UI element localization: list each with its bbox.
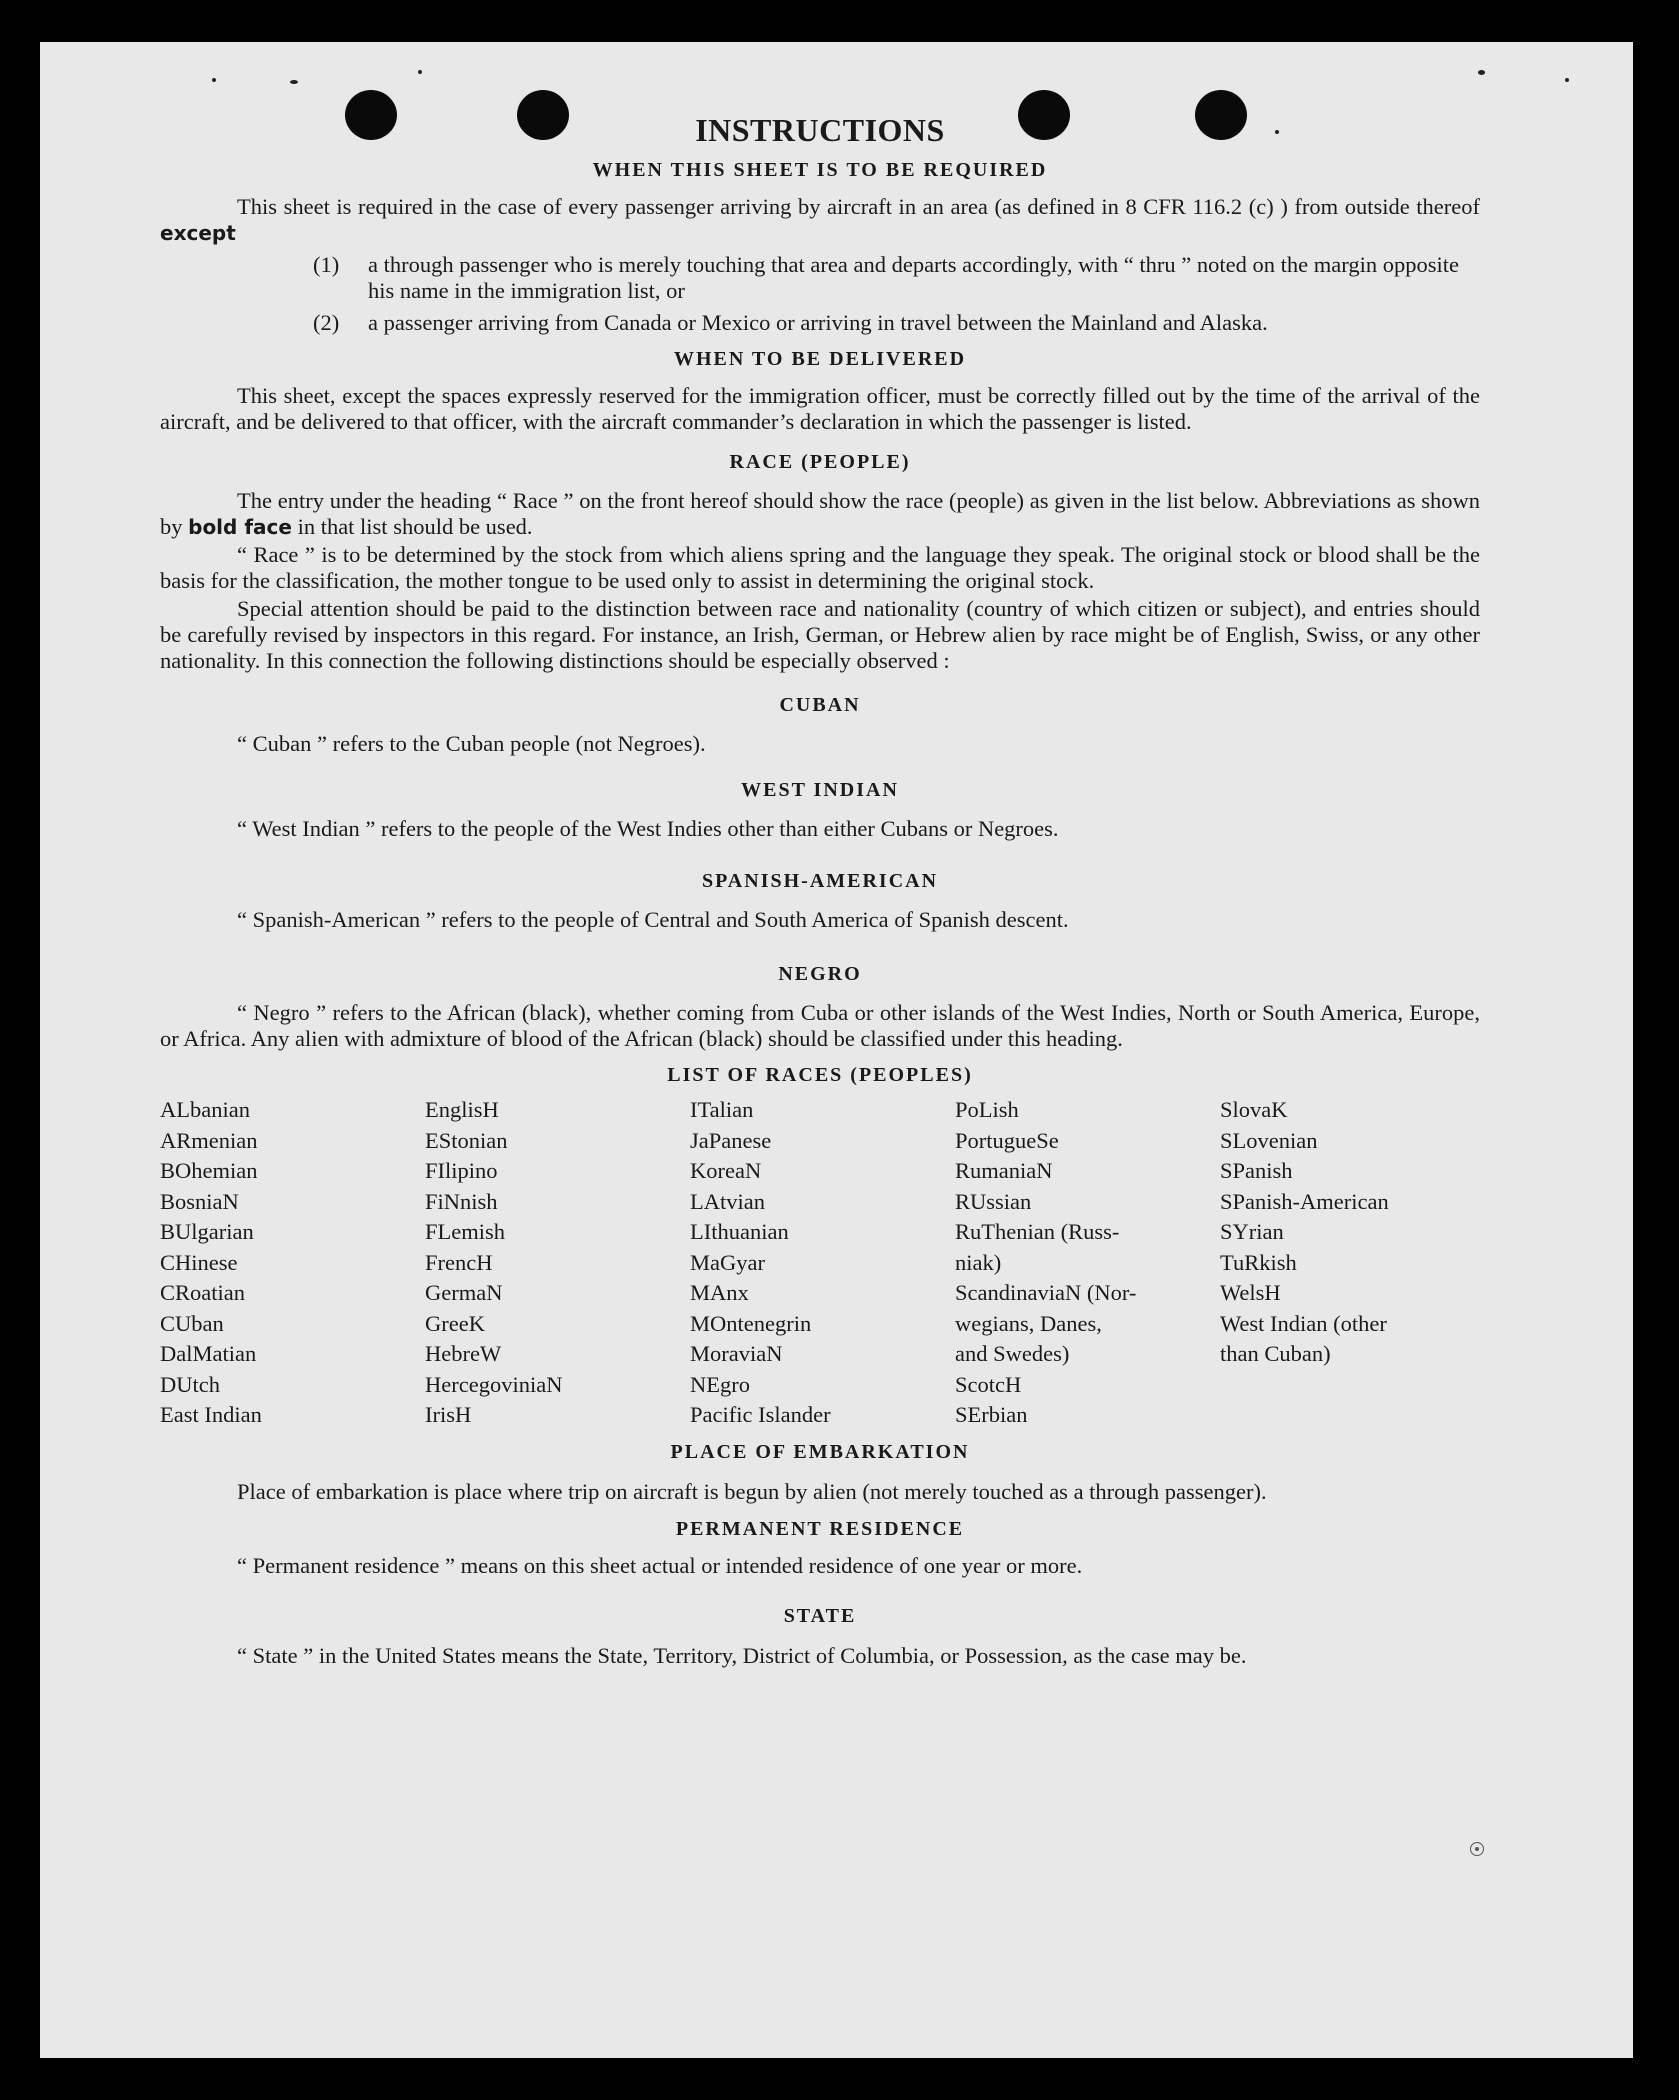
race-entry: DUtch bbox=[160, 1371, 220, 1397]
negro-text: “ Negro ” refers to the African (black), whether coming from Cuba or other islands of the West Indies, North or South America, Europe, or Africa. Any alien with admixture of blood of the African (black) should be classified under this heading. bbox=[160, 1000, 1480, 1051]
speck bbox=[1565, 78, 1569, 82]
item-text: a passenger arriving from Canada or Mexico or arriving in travel between the Mainland and Alaska. bbox=[368, 310, 1268, 335]
cuban-text: “ Cuban ” refers to the Cuban people (not Negroes). bbox=[237, 731, 706, 756]
instructions-content bbox=[160, 112, 1480, 1672]
race-entry: JaPanese bbox=[690, 1127, 772, 1153]
section-heading-west-indian: WEST INDIAN bbox=[741, 779, 899, 801]
race-paragraph-3: Special attention should be paid to the distinction between race and nationality (country of which citizen or subject), and entries should be carefully revised by inspectors in this regard. For instance, an Irish, German, or Hebrew alien by race might be of English, Swiss, or any other nationality. In this connection the following distinctions should be especially observed : bbox=[160, 596, 1480, 673]
race-entry: NEgro bbox=[690, 1371, 750, 1397]
speck bbox=[290, 80, 298, 84]
race-column bbox=[425, 1095, 690, 1431]
state-text: “ State ” in the United States means the State, Territory, District of Columbia, or Possession, as the case may be. bbox=[237, 1642, 1247, 1668]
race-column bbox=[1220, 1095, 1485, 1431]
race-entry: HercegoviniaN bbox=[425, 1371, 563, 1397]
residence-text: “ Permanent residence ” means on this sheet actual or intended residence of one year or more. bbox=[237, 1552, 1083, 1578]
race-entry: PortugueSe bbox=[955, 1127, 1059, 1153]
race-entry: SErbian bbox=[955, 1402, 1028, 1427]
race-entry: ALbanian bbox=[160, 1097, 250, 1122]
section-heading-embarkation: PLACE OF EMBARKATION bbox=[670, 1440, 970, 1463]
race-entry: HebreW bbox=[425, 1341, 502, 1366]
race-entry: WelsH bbox=[1220, 1280, 1281, 1305]
race-entry: SLovenian bbox=[1220, 1127, 1318, 1153]
race-entry: MaGyar bbox=[690, 1249, 765, 1275]
item-number: (1) bbox=[313, 252, 340, 277]
race-entry: Pacific Islander bbox=[690, 1402, 831, 1427]
race-entry: DalMatian bbox=[160, 1341, 257, 1366]
section-heading-delivered: WHEN TO BE DELIVERED bbox=[673, 348, 967, 370]
race-entry: GreeK bbox=[425, 1310, 485, 1336]
required-intro-except: except bbox=[160, 221, 236, 245]
race-entry: West Indian (other than Cuban) bbox=[1220, 1310, 1387, 1366]
circle-mark-icon bbox=[1470, 1842, 1484, 1856]
race-p1-text-end: in that list should be used. bbox=[291, 514, 533, 539]
race-entry: SYrian bbox=[1220, 1219, 1284, 1244]
race-entry: ScotcH bbox=[955, 1371, 1022, 1397]
race-entry: ITalian bbox=[690, 1097, 754, 1122]
item-number: (2) bbox=[313, 310, 340, 335]
required-item-2 bbox=[160, 310, 1480, 336]
item-text: a through passenger who is merely touching that area and departs accordingly, with “ thru ” noted on the margin opposite his name in the immigration list, or bbox=[368, 252, 1459, 303]
race-entry: East Indian bbox=[160, 1402, 262, 1427]
section-heading-list-of-races: LIST OF RACES (PEOPLES) bbox=[667, 1064, 973, 1086]
section-heading-state: STATE bbox=[783, 1604, 857, 1627]
race-entry: CHinese bbox=[160, 1249, 238, 1275]
section-heading-spanish-american: SPANISH-AMERICAN bbox=[701, 870, 939, 892]
race-entry: IrisH bbox=[425, 1402, 472, 1427]
race-column bbox=[690, 1095, 955, 1431]
race-column bbox=[955, 1095, 1220, 1431]
race-entry: SlovaK bbox=[1220, 1097, 1288, 1122]
section-heading-race: RACE (PEOPLE) bbox=[729, 451, 911, 473]
required-item-1 bbox=[160, 252, 1480, 304]
speck bbox=[1478, 70, 1485, 75]
race-entry: RumaniaN bbox=[955, 1158, 1053, 1183]
race-p1-text: The entry under the heading “ Race ” on the front hereof should show the race (people) as given in the list below. Abbreviations as shown by bbox=[160, 488, 1480, 539]
race-entry: ARmenian bbox=[160, 1127, 258, 1153]
speck bbox=[418, 70, 422, 74]
race-entry: BosniaN bbox=[160, 1188, 239, 1214]
required-intro bbox=[160, 194, 1480, 246]
section-heading-negro: NEGRO bbox=[778, 963, 862, 985]
race-paragraph-2: “ Race ” is to be determined by the stock from which aliens spring and the language they speak. The original stock or blood shall be the basis for the classification, the mother tongue to be used only to assist in determining the original stock. bbox=[160, 542, 1480, 593]
race-p1-bold: bold face bbox=[188, 515, 292, 539]
race-entry: TuRkish bbox=[1220, 1249, 1297, 1275]
race-entry: MOntenegrin bbox=[690, 1310, 812, 1336]
race-entry: SPanish-American bbox=[1220, 1188, 1389, 1214]
race-entry: EnglisH bbox=[425, 1097, 499, 1122]
race-entry: FLemish bbox=[425, 1219, 506, 1244]
embarkation-text: Place of embarkation is place where trip on aircraft is begun by alien (not merely touched as a through passenger). bbox=[237, 1478, 1267, 1504]
race-entry: MoraviaN bbox=[690, 1341, 783, 1366]
race-entry: CUban bbox=[160, 1310, 224, 1336]
race-entry: RUssian bbox=[955, 1188, 1032, 1214]
race-paragraph-1 bbox=[160, 488, 1480, 540]
race-entry: FrencH bbox=[425, 1249, 493, 1275]
race-entry: BUlgarian bbox=[160, 1219, 254, 1244]
page-title: INSTRUCTIONS bbox=[695, 112, 945, 148]
west-indian-text: “ West Indian ” refers to the people of the West Indies other than either Cubans or Negroes. bbox=[237, 816, 1059, 841]
delivered-text: This sheet, except the spaces expressly reserved for the immigration officer, must be correctly filled out by the time of the arrival of the aircraft, and be delivered to that officer, with the aircraft commander’s declaration in which the passenger is listed. bbox=[160, 383, 1480, 434]
race-entry: LAtvian bbox=[690, 1188, 765, 1214]
speck bbox=[212, 78, 216, 82]
race-entry: GermaN bbox=[425, 1280, 503, 1305]
spanish-american-text: “ Spanish-American ” refers to the people of Central and South America of Spanish descent. bbox=[237, 907, 1069, 932]
race-column bbox=[160, 1095, 425, 1431]
required-intro-text: This sheet is required in the case of every passenger arriving by aircraft in an area (as defined in 8 CFR 116.2 (c) ) from outside thereof bbox=[237, 194, 1480, 219]
race-entry: KoreaN bbox=[690, 1158, 762, 1183]
section-heading-residence: PERMANENT RESIDENCE bbox=[675, 1517, 965, 1540]
race-entry: FiNnish bbox=[425, 1188, 498, 1214]
race-entry: EStonian bbox=[425, 1127, 508, 1153]
race-entry: MAnx bbox=[690, 1280, 749, 1305]
race-list bbox=[160, 1095, 1480, 1431]
race-entry: BOhemian bbox=[160, 1158, 258, 1183]
race-entry: RuThenian (Russ- niak) bbox=[955, 1219, 1120, 1275]
race-entry: CRoatian bbox=[160, 1280, 245, 1305]
race-entry: LIthuanian bbox=[690, 1219, 789, 1244]
section-heading-cuban: CUBAN bbox=[779, 694, 861, 716]
race-entry: PoLish bbox=[955, 1097, 1019, 1122]
race-entry: SPanish bbox=[1220, 1158, 1293, 1183]
race-entry: ScandinaviaN (Nor- wegians, Danes, and Swedes) bbox=[955, 1280, 1137, 1366]
section-heading-required: WHEN THIS SHEET IS TO BE REQUIRED bbox=[592, 159, 1048, 181]
race-entry: FIlipino bbox=[425, 1158, 498, 1183]
